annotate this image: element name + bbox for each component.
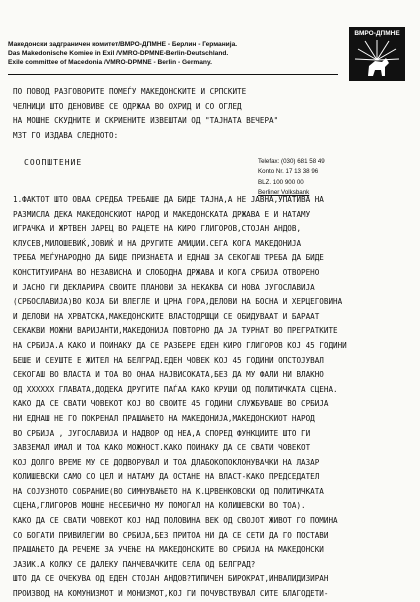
body-line: ВО СРБИЈА , ЈУГОСЛАВИЈА И НАДВОР ОД НЕА,А СПОРЕД ФУНКЦИИТЕ ШТО ГИ	[13, 428, 311, 438]
letterhead-line-mk: Македонски задграничен комитет/ВМРО-ДПМНЕ - Берлин - Германија.	[8, 41, 238, 48]
konto-line: Konto Nr. 17 13 38 96	[258, 168, 319, 176]
letterhead	[8, 40, 338, 67]
document-body	[13, 193, 347, 602]
body-line: ЈАЗИК.А КОЛКУ СЕ ДАЛЕКУ ПАНЧЕВАЧКИТЕ СЕЛА ОД БЕЛГРАД?	[13, 559, 256, 569]
body-line: КАКО ДА СЕ СВАТИ ЧОВЕКОТ КОЈ НАД ПОЛОВИНА ВЕК ОД СВОЈОТ ЖИВОТ ГО ПОМИНА	[13, 516, 338, 526]
body-line: КОЈ ДОЛГО ВРЕМЕ МУ СЕ ДОДВОРУВАЛ И ТОА ДЛАБОКОПОКЛОНУВАЧКИ НА ЛАЗАР	[13, 457, 320, 467]
introduction	[13, 85, 278, 143]
body-line: КОЛИШЕВСКИ САМО СО ЦЕЛ И НАТАМУ ДА ОСТАНЕ НА ВЛАСТ-КАКО ПРЕДСЕДАТЕЛ	[13, 472, 320, 482]
body-line: ПРОИЗВОД НА КОМУНИЗМОТ И МОНИЗМОТ,КОЈ ГИ ПОЧУВСТВУВАЛ СИТЕ БЛАГОДЕТИ-	[13, 589, 329, 599]
body-line: ОД ХХХХХХ ГЛАВАТА,ДОДЕКА ДРУГИТЕ ПАЃАА КАКО КРУШИ ОД ПОЛИТИЧКАТА СЦЕНА.	[13, 384, 338, 394]
body-line: ЗАВЗЕМАЛ ИМАЛ И ТОА КАКО МОЖНОСТ.КАКО ПОИНАКУ ДА СЕ СВАТИ ЧОВЕКОТ	[13, 443, 311, 453]
body-line: КАКО ДА СЕ СВАТИ ЧОВЕКОТ КОЈ ВО СВОИТЕ 45 ГОДИНИ СЛУЖБУВАШЕ ВО СРБИЈА	[13, 399, 329, 409]
body-line: БЕШЕ И СЕУШТЕ Е ЖИТЕЛ НА БЕЛГРАД.ЕДЕН ЧОВЕК КОЈ 45 ГОДИНИ ОПСТОЈУВАЛ	[13, 355, 324, 365]
body-line: НА СОЈУЗНОТО СОБРАНИЕ(ВО СИМНУВАЊЕТО НА К.ЦРВЕНКОВСКИ ОД ПОЛИТИЧКАТА	[13, 486, 324, 496]
body-line: 1.ФАКТОТ ШТО ОВАА СРЕДБА ТРЕБАШЕ ДА БИДЕ ТАЈНА,А НЕ ЈАВНА,УПАТИВА НА	[13, 195, 324, 204]
intro-line: ЧЕЛНИЦИ ШТО ДЕНОВИВЕ СЕ ОДРЖАА ВО ОХРИД И СО ОГЛЕД	[13, 101, 242, 111]
blz-line: BLZ. 100 900 00	[258, 178, 304, 186]
body-line: КЛУСЕВ,МИЛОШЕВИЌ,ЈОВИЌ И НА ДРУГИТЕ АМИЏИИ.СЕГА КОГА МАКЕДОНИЈА	[13, 238, 302, 248]
document-title: СООПШТЕНИЕ	[24, 158, 83, 167]
body-line: СО БОГАТИ ПРИВИЛЕГИИ ВО СРБИЈА,БЕЗ ПРИТОА НИ ДА СЕ СЕТИ ДА ГО ПОСТАВИ	[13, 530, 329, 540]
body-line: И ЈАСНО ГИ ДЕКЛАРИРА СВОИТЕ ПЛАНОВИ ЗА НЕКАКВА СИ НОВА ЈУГОСЛАВИЈА	[13, 282, 315, 292]
intro-line: МЗТ ГО ИЗДАВА СЛЕДНОТО:	[13, 130, 119, 140]
body-line: ТРЕБА МЕЃУНАРОДНО ДА БИДЕ ПРИЗНАЕТА И ЕДНАШ ЗА СЕКОГАШ ТРЕБА ДА БИДЕ	[13, 253, 324, 263]
body-line: НИ ЕДНАШ НЕ ГО ПОКРЕНАЛ ПРАШАЊЕТО НА МАКЕДОНИЈА,МАКЕДОНСКИОТ НАРОД	[13, 413, 315, 423]
letterhead-rule	[8, 74, 338, 75]
body-line: ПРАШАЊЕТО ДА РЕЧЕМЕ ЗА УЧЕЊЕ НА МАКЕДОНСКИТЕ ВО СРБИЈА НА МАКЕДОНСКИ	[13, 545, 324, 555]
body-line: ИГРАЧКА И ЖРТВЕН ЈАРЕЦ ВО РАЦЕТЕ НА КИРО ГЛИГОРОВ,СТОЈАН АНДОВ,	[13, 224, 302, 234]
body-line: (СРБОСЛАВИЈА)ВО КОЈА БИ ВЛЕГЛЕ И ЦРНА ГОРА,ДЕЛОВИ НА БОСНА И ХЕРЦЕГОВИНА	[13, 297, 343, 307]
body-line: РАЗМИСЛА ДЕКА МАКЕДОНСКИОТ НАРОД И МАКЕДОНСКАТА ДРЖАВА Е И НАТАМУ	[13, 209, 311, 219]
telefax-line: Telefax: (030) 681 58 49	[258, 158, 325, 165]
letterhead-line-en: Exile committee of Macedonia /VMRO-DPMNE - Berlin - Germany.	[8, 59, 212, 66]
bank-line: Berliner Volksbank	[258, 189, 310, 197]
letterhead-line-de: Das Makedonische Komiee in Exil /VMRO-DPMNE-Berlin-Deutschland.	[8, 50, 229, 57]
intro-line: ПО ПОВОД РАЗГОВОРИТЕ ПОМЕЃУ МАКЕДОНСКИТЕ И СРПСКИТЕ	[13, 87, 247, 96]
body-line: НА СРБИЈА.А КАКО И ПОИНАКУ ДА СЕ РАЗБЕРЕ ЕДЕН КИРО ГЛИГОРОВ КОЈ 45 ГОДИНИ	[13, 340, 347, 350]
lion-emblem-icon	[349, 27, 405, 81]
organization-logo	[349, 27, 405, 81]
body-line: СЦЕНА,ГЛИГОРОВ МОШНЕ НЕСЕБИЧНО МУ ПОМОГАЛ НА КОЛИШЕВСКИ ВО ТОА).	[13, 501, 306, 511]
body-line: СЕКОГАШ ВО ВЛАСТА И ТОА ВО ОНАА НАЈВИСОКАТА,БЕЗ ДА МУ ФАЛИ НИ ВЛАКНО	[13, 370, 324, 380]
intro-line: НА МОШНЕ СКУДНИТЕ И СКРИЕНИТЕ ИЗВЕШТАИ ОД "ТАЈНАТА ВЕЧЕРА"	[13, 116, 279, 126]
body-line: СЕКАКВИ МОЖНИ ВАРИЈАНТИ,МАКЕДОНИЈА ПОВТОРНО ДА ЈА ТУРНАТ ВО ПРЕГРАТКИТЕ	[13, 326, 338, 336]
body-line: КОНСТИТУИРАНА ВО НЕЗАВИСНА И СЛОБОДНА ДРЖАВА И КОГА СРБИЈА ОТВОРЕНО	[13, 267, 320, 277]
body-line: ШТО ДА СЕ ОЧЕКУВА ОД ЕДЕН СТОЈАН АНДОВ?ТИПИЧЕН БИРОКРАТ,ИНВАЛИДИЗИРАН	[13, 574, 329, 584]
body-line: И ДЕЛОВИ НА ХРВАТСКА,МАКЕДОНСКИТЕ ВЛАСТОДРШЦИ СЕ ОБИДУВААТ И БАРААТ	[13, 311, 320, 321]
logo-text: ВМРО-ДПМНЕ	[354, 30, 400, 37]
